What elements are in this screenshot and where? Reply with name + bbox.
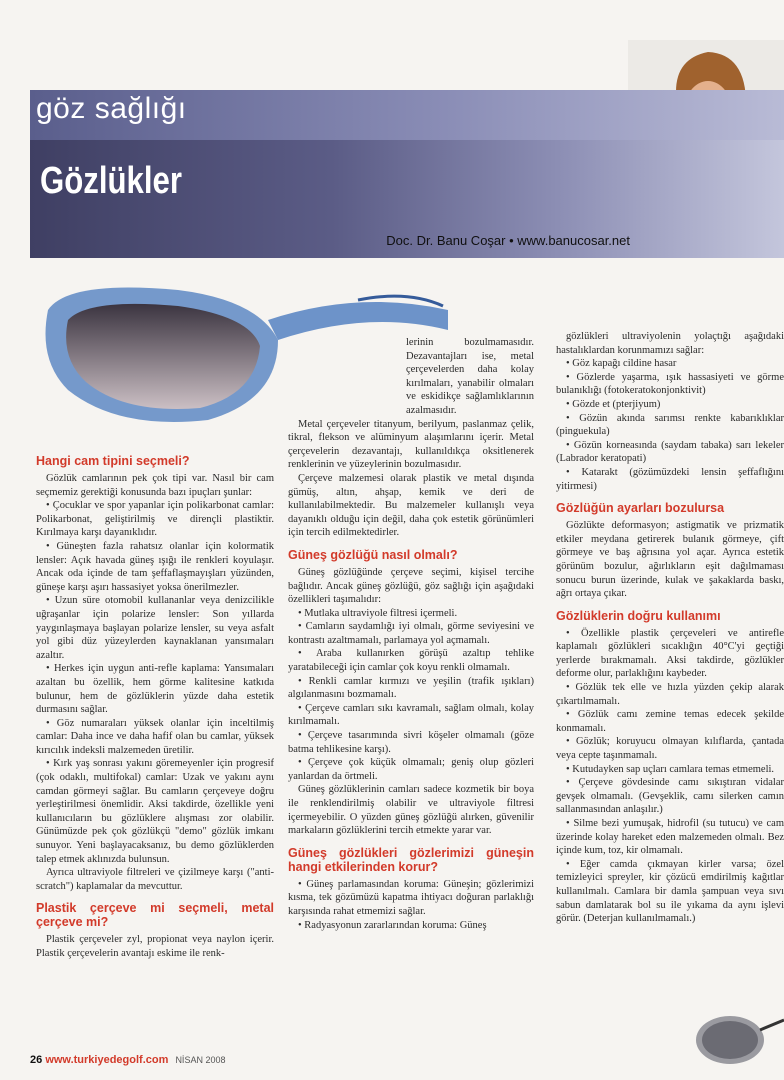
paragraph: • Mutlaka ultraviyole filtresi içermeli.	[298, 607, 458, 619]
paragraph: • Güneş parlamasından koruma: Güneşin; gözlerimizi kısma, tek gözümüzü kapatma ihtiyacı doğuran parlaklığı karşısında rahat etmemizi sağlar.	[288, 878, 534, 917]
paragraph: • Gözlük camı zemine temas edecek şekilde konmamalı.	[556, 709, 784, 734]
paragraph: • Çocuklar ve spor yapanlar için polikarbonat camlar: Polikarbonat, geliştirilmiş ve dirençli plastiktir. Kırılmaya karşı dayanıklıdır.	[36, 500, 274, 539]
paragraph: • Göz numaraları yüksek olanlar için inceltilmiş camlar: Daha ince ve daha hafif olan bu camlar, yüksek kırıcılık indeksli malzemeden üretilir.	[36, 717, 274, 756]
paragraph: Gözlükte deformasyon; astigmatik ve prizmatik etkiler meydana getirerek bulanık görmeye, çift görmeye ve baş ağrısına yol açar. Ayrıca estetik görünüm bozulur, ağırlıkların eşit dağılmaması sonucu burun üzerinde, kulak ve şakaklarda baskı, ağrı ortaya çıkar.	[556, 520, 784, 600]
heading-adjustment: Gözlüğün ayarları bozulursa	[556, 501, 725, 516]
paragraph: • Gözde et (pterjiyum)	[566, 398, 661, 410]
paragraph: gözlükleri ultraviyolenin yolaçtığı aşağıdaki hastalıklardan korunmamızı sağlar:	[556, 331, 784, 356]
sunglasses-small-image	[690, 1000, 784, 1080]
paragraph: Çerçeve malzemesi olarak plastik ve metal dışında gümüş, altın, ahşap, kemik ve deri de kullanılabilmektedir. Bu malzemeler kullanışlı veya dayanıklı olduğu için değil, daha çok estetik görünümleri için tercih edilmektedirler.	[288, 472, 534, 539]
paragraph: Plastik çerçeveler zyl, propionat veya naylon içerir. Plastik çerçevelerin avantajı eskime ile renk-	[36, 934, 274, 959]
issue-date: NİSAN 2008	[175, 1055, 226, 1065]
section-title: göz sağlığı	[36, 92, 187, 125]
heading-sunglasses: Güneş gözlüğü nasıl olmalı?	[288, 547, 458, 562]
heading-frame-type: Plastik çerçeve mi seçmeli, metal çerçeve mi?	[36, 901, 274, 930]
paragraph: • Gözlük tek elle ve hızla yüzden çekip alarak çıkartılmamalı.	[556, 682, 784, 707]
column-2	[288, 336, 534, 932]
paragraph: • Radyasyonun zararlarından koruma: Güneş	[298, 919, 487, 931]
paragraph: • Uzun süre otomobil kullananlar veya denizcilikle uğraşanlar için polarize lensler: Son yıllarda yaygınlaşmaya başlayan polarize lensler, su veya asfalt yol gibi düz yüzeylerden kaynaklanan yansımaları azaltır.	[36, 595, 274, 661]
author-byline: Doc. Dr. Banu Coşar • www.banucosar.net	[386, 233, 630, 248]
page-number: 26	[30, 1054, 43, 1066]
paragraph: • Özellikle plastik çerçeveleri ve antirefle kaplamalı gözlükleri sıcaklığın 40°C'yi geçtiği yerlerde bırakmamalı. Aksi takdirde, gözlükler deforme olur, parlaklığını kaybeder.	[556, 627, 784, 680]
column-3	[556, 330, 784, 926]
article-title: Gözlükler	[40, 160, 182, 202]
paragraph: • Silme bezi yumuşak, hidrofil (su tutucu) ve cam üzerinde kolay hareket eden malzemeden olmalı. Bez içinde kum, toz, kir olmamalı.	[556, 818, 784, 857]
paragraph: • Kutudayken sap uçları camlara temas etmemeli.	[566, 763, 775, 775]
paragraph: Güneş gözlüğünde çerçeve seçimi, kişisel tercihe bağlıdır. Ancak güneş gözlüğü, göz sağlığı için aşağıdaki özellikleri taşımalıdır:	[288, 566, 534, 606]
heading-lens-type: Hangi cam tipini seçmeli?	[36, 454, 190, 468]
footer-site-link[interactable]: www.turkiyedegolf.com	[45, 1054, 169, 1066]
column-1	[36, 446, 274, 961]
paragraph: • Göz kapağı cildine hasar	[566, 358, 677, 370]
paragraph: Gözlük camlarının pek çok tipi var. Nasıl bir cam seçmemiz gerektiği konusunda bazı ipuçları şunlar:	[36, 473, 274, 498]
paragraph: • Herkes için uygun anti-refle kaplama: Yansımaları azaltan bu özellik, hem görme kalitesine katkıda bulunur, hem de gözlüklerin yüzde daha estetik durmasını sağlar.	[36, 663, 274, 716]
paragraph: Ayrıca ultraviyole filtreleri ve çizilmeye karşı ("anti-scratch") kaplamalar da mevcuttur.	[36, 867, 274, 892]
section-bar	[30, 90, 784, 140]
paragraph: • Araba kullanırken görüşü azaltıp tehlike yaratabileceği için camlar çok koyu renkli olmamalı.	[288, 648, 534, 674]
paragraph: • Çerçeve çok küçük olmamalı; geniş olup gözleri yanlardan da örtmeli.	[288, 757, 534, 782]
paragraph: • Gözün akında sarımsı renkte kabarıklıklar (pinguekula)	[556, 412, 784, 438]
paragraph: • Gözlerde yaşarma, ışık hassasiyeti ve görme bulanıklığı (fotokeratokonjonktivit)	[556, 371, 784, 397]
paragraph: • Çerçeve gövdesinde camı sıkıştıran vidalar gevşek olmamalı. (Gevşeklik, camı silerken camın sallanmasından anlaşılır.)	[556, 777, 784, 816]
paragraph: • Katarakt (gözümüzdeki lensin şeffaflığını yitirmesi)	[556, 466, 784, 492]
page-footer	[30, 1054, 225, 1066]
heading-proper-use: Gözlüklerin doğru kullanımı	[556, 608, 721, 623]
paragraph: Metal çerçeveler titanyum, berilyum, paslanmaz çelik, tikral, flekson ve alüminyum alaşımlarını içerir. Metal çerçevelerin dezavantajı, kullanıldıkça oksitlenerek renklerinin ve yüzeylerinin bozulmasıdır.	[288, 418, 534, 471]
paragraph: • Renkli camlar kırmızı ve yeşilin (trafik ışıkları) algılanmasını bozmamalı.	[288, 675, 534, 701]
paragraph: • Çerçeve camları sıkı kavramalı, sağlam olmalı, kolay kırılmamalı.	[288, 702, 534, 728]
paragraph: • Camların saydamlığı iyi olmalı, görme seviyesini ve kontrastı azaltmamalı, parlamaya yol açmamalı.	[288, 621, 534, 646]
paragraph: Güneş gözlüklerinin camları sadece kozmetik bir boya ile renklendirilmiş olabilir ve ultraviyole filtresi içermeyebilir. O yüzden güneş gözlüğü alırken, güvenilir markaların gözlüklerini tercih etmekte yarar var.	[288, 784, 534, 837]
paragraph: lerinin bozulmamasıdır. Dezavantajları ise, metal çerçevelerden daha kolay kırılmaları, yanabilir olmaları ve eskidikçe sağlamlıklarının azalmasıdır.	[406, 337, 534, 416]
paragraph: • Gözlük; koruyucu olmayan kılıflarda, çantada veya cepte taşınmamalı.	[556, 736, 784, 762]
paragraph: • Çerçeve tasarımında sivri köşeler olmamalı (göze batma tehlikesine karşı).	[288, 730, 534, 755]
paragraph: • Güneşten fazla rahatsız olanlar için kolormatik lensler: Açık havada güneş ışığı ile renkleri koyulaşır. Ancak oda içinde de tam şeffaflaşmayışları yüzünden, güneşe karşı aşırı hassasiyet yoksa önerilmezler.	[36, 540, 274, 593]
paragraph: • Eğer camda çıkmayan kirler varsa; özel temizleyici spreyler, kir çözücü emdirilmiş kağıtlar kullanılmalı. Camlara bir damla şampuan veya sıvı sabun damlatarak bol su ile yıkama da aynı işlevi görür. (Deterjan kullanılmamalı.)	[556, 858, 784, 925]
heading-sun-effects: Güneş gözlükleri gözlerimizi güneşin hangi etkilerinden korur?	[288, 845, 534, 874]
paragraph: • Kırk yaş sonrası yakını göremeyenler için progresif (çok odaklı, multifokal) camlar: Uzak ve yakını aynı camdan görmeyi sağlar. Bu camların çerçeveye doğru yerleştirilmesi önemlidir. Aksi takdirde, özellikle yeni kullanıcıların bu gözlüklere alışması zor olabilir. Günümüzde pek çok gözlükçü "demo" gözlük imkanı sunuyor. Yeni başlayacaksanız, bu demo gözlüklerden talep etmek aklınızda bulunsun.	[36, 758, 274, 865]
paragraph: • Gözün korneasında (saydam tabaka) sarı lekeler (Labrador keratopati)	[556, 439, 784, 465]
